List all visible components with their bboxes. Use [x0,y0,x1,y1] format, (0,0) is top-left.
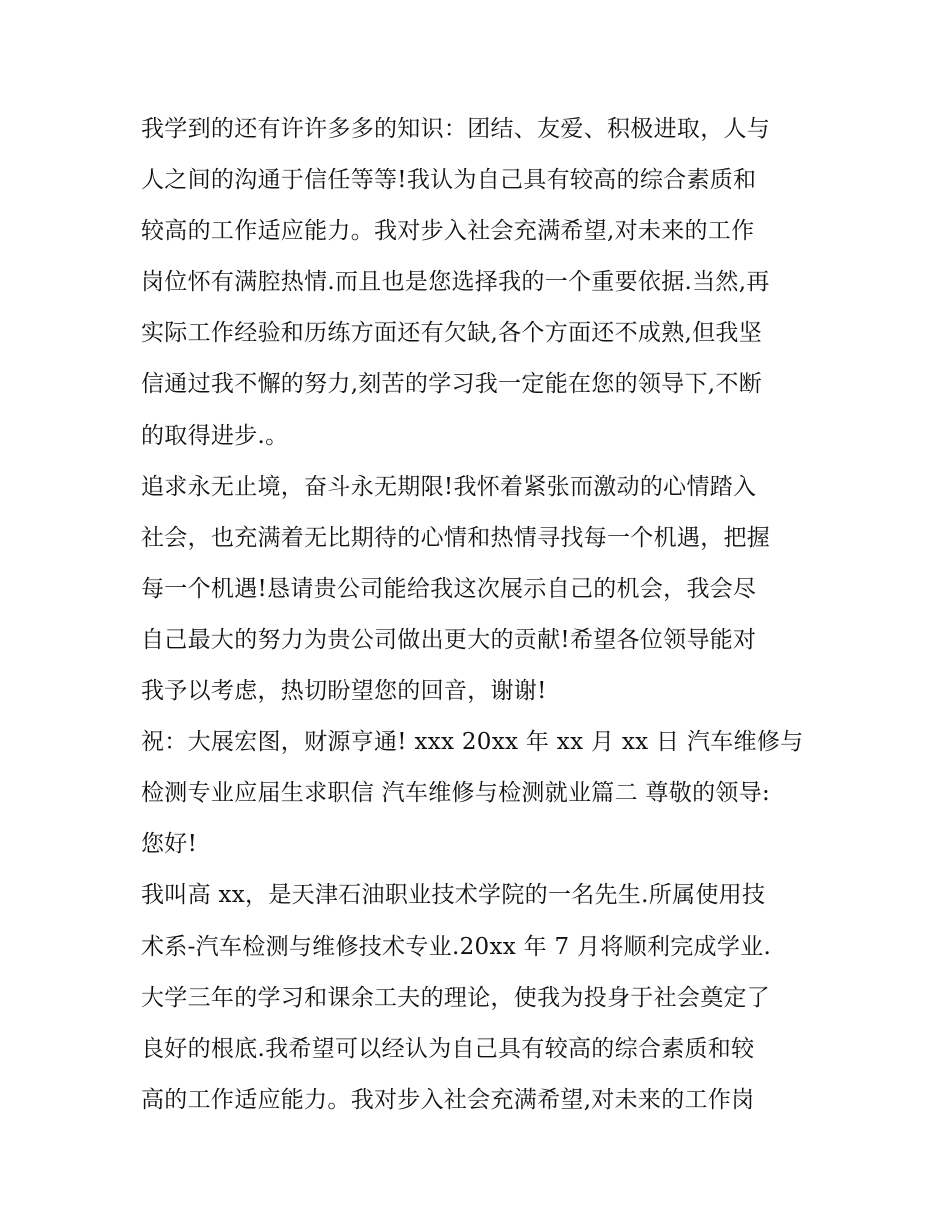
text-line: 我予以考虑，热切盼望您的回音，谢谢! [141,678,547,705]
text-line: 自己最大的努力为贵公司做出更大的贡献!希望各位领导能对 [141,626,757,653]
text-line: 追求永无止境，奋斗永无期限!我怀着紧张而激动的心情踏入 [141,473,757,500]
text-line: 您好! [141,831,198,858]
text-line: 每一个机遇!恳请贵公司能给我这次展示自己的机会，我会尽 [141,575,757,602]
text-line: 我学到的还有许许多多的知识：团结、友爱、积极进取，人与 [141,116,771,142]
text-line: 大学三年的学习和课余工夫的理论，使我为投身于社会奠定了 [141,984,771,1011]
text-line: 实际工作经验和历练方面还有欠缺,各个方面还不成熟,但我坚 [141,320,763,347]
text-line: 人之间的沟通于信任等等!我认为自己具有较高的综合素质和 [141,167,757,194]
text-line: 术系-汽车检测与维修技术专业.20xx 年 7 月将顺利完成学业. [141,933,772,960]
text-line: 检测专业应届生求职信 汽车维修与检测就业篇二 尊敬的领导: [141,780,771,807]
text-line: 高的工作适应能力。我对步入社会充满希望,对未来的工作岗 [141,1086,755,1113]
text-line: 较高的工作适应能力。我对步入社会充满希望,对未来的工作 [141,218,755,245]
document-body [141,104,821,1126]
text-line: 良好的根底.我希望可以经认为自己具有较高的综合素质和较 [141,1035,755,1062]
text-line: 岗位怀有满腔热情.而且也是您选择我的一个重要依据.当然,再 [141,269,770,296]
text-line: 我叫高 xx，是天津石油职业技术学院的一名先生.所属使用技 [141,882,766,909]
text-line: 的取得进步.。 [141,422,289,449]
text-line: 社会，也充满着无比期待的心情和热情寻找每一个机遇，把握 [141,524,771,551]
text-line: 信通过我不懈的努力,刻苦的学习我一定能在您的领导下,不断 [141,371,763,398]
text-line: 祝：大展宏图，财源亨通! xxx 20xx 年 xx 月 xx 日 汽车维修与 [141,729,804,756]
